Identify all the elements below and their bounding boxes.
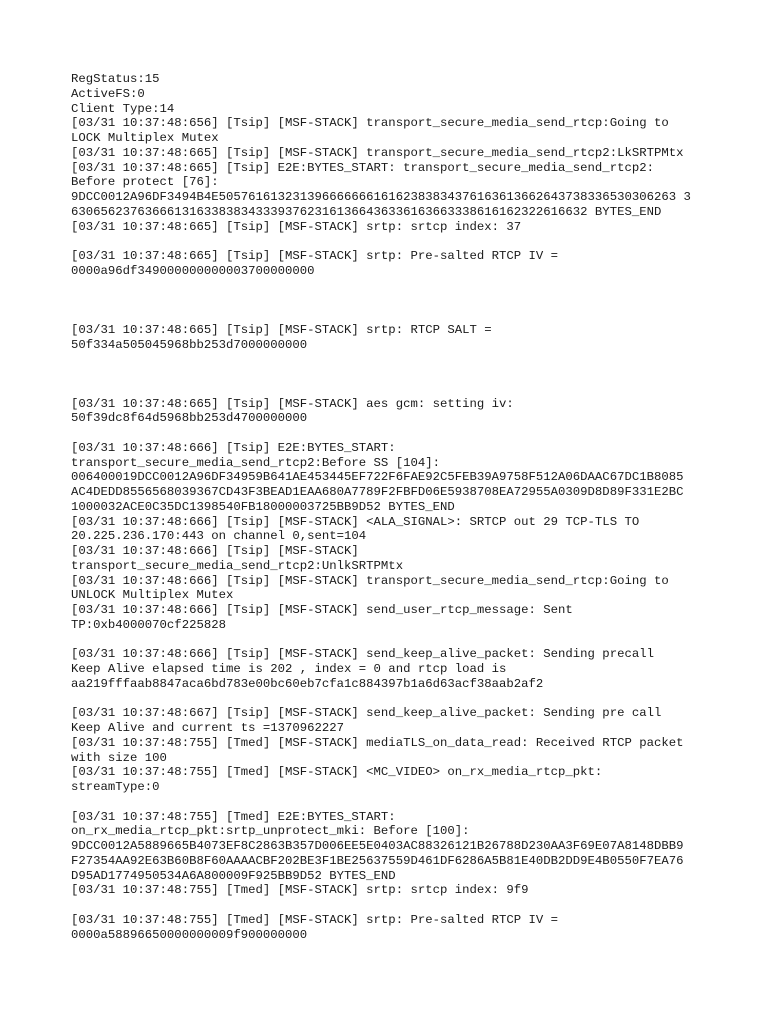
log-line: Keep Alive elapsed time is 202 , index = 0 and rtcp load is [71,662,507,676]
log-line: TP:0xb4000070cf225828 [71,617,226,632]
log-line: UNLOCK Multiplex Mutex [71,588,234,603]
log-line: [03/31 10:37:48:666] [Tsip] [MSF-STACK] <ALA_SIGNAL>: SRTCP out 29 TCP-TLS TO [71,514,640,529]
log-line [71,633,731,648]
log-line: on_rx_media_rtcp_pkt:srtp_unprotect_mki: Before [100]: [71,824,470,839]
log-text-block [71,72,731,942]
log-line: [03/31 10:37:48:666] [Tsip] E2E:BYTES_START: [71,440,396,455]
log-line: [03/31 10:37:48:666] [Tsip] [MSF-STACK] send_user_rtcp_message: Sent [71,603,573,617]
log-line: Client Type:14 [71,101,175,116]
log-line: [03/31 10:37:48:755] [Tmed] E2E:BYTES_START: [71,809,396,824]
log-line: [03/31 10:37:48:665] [Tsip] [MSF-STACK] aes gcm: setting iv: [71,396,514,411]
log-line: Keep Alive and current ts =1370962227 [71,721,345,735]
log-line [71,279,731,294]
log-line [71,692,731,707]
log-line: [03/31 10:37:48:666] [Tsip] [MSF-STACK] send_keep_alive_packet: Sending precall [71,647,654,662]
log-line: 1000032ACE0C35DC1398540FB18000003725BB9D52 BYTES_END [71,499,455,514]
log-line: F27354AA92E63B60B8F60AAAACBF202BE3F1BE25637559D461DF6286A5B81E40DB2DD9E4B0550F7EA76 [71,853,684,868]
log-line [71,308,731,323]
log-line: [03/31 10:37:48:665] [Tsip] [MSF-STACK] srtp: RTCP SALT = [71,322,492,337]
log-line: 6306562376366613163383834333937623161366436336163663338616162322616632 BYTES_END [71,204,662,219]
log-line: 20.225.236.170:443 on channel 0,sent=104 [71,529,367,544]
log-line: [03/31 10:37:48:665] [Tsip] [MSF-STACK] srtp: srtcp index: 37 [71,219,522,234]
log-line: RegStatus:15 [71,72,160,86]
log-line [71,293,731,308]
log-line: 0000a58896650000000009f900000000 [71,927,308,942]
log-line: [03/31 10:37:48:666] [Tsip] [MSF-STACK] [71,544,359,558]
log-line: 9DCC0012A5889665B4073EF8C2863B357D006EE5E0403AC88326121B26788D230AA3F69E07A8148DBB9 [71,839,684,853]
log-line: aa219fffaab8847aca6bd783e00bc60eb7cfa1c884397b1a6d63acf38aab2af2 [71,676,544,691]
log-line [71,382,731,397]
log-line: transport_secure_media_send_rtcp2:Before SS [104]: [71,455,440,470]
log-line: 006400019DCC0012A96DF34959B641AE453445EF722F6FAE92C5FEB39A9758F512A06DAAC67DC1B8085 [71,470,684,485]
log-line: transport_secure_media_send_rtcp2:UnlkSRTPMtx [71,558,404,573]
log-line: Before protect [76]: [71,175,219,190]
log-line: streamType:0 [71,780,160,794]
log-line: [03/31 10:37:48:665] [Tsip] [MSF-STACK] transport_secure_media_send_rtcp2:LkSRTPMtx [71,145,684,160]
log-line: AC4DEDD8556568039367CD43F3BEAD1EAA680A7789F2FBFD06E5938708EA72955A0309D8D89F331E2BC [71,485,684,499]
log-line: [03/31 10:37:48:656] [Tsip] [MSF-STACK] transport_secure_media_send_rtcp:Going to [71,116,669,131]
log-line: [03/31 10:37:48:666] [Tsip] [MSF-STACK] transport_secure_media_send_rtcp:Going to [71,573,669,588]
log-line: [03/31 10:37:48:667] [Tsip] [MSF-STACK] send_keep_alive_packet: Sending pre call [71,706,662,721]
log-line [71,795,731,810]
log-line [71,352,731,367]
log-line: LOCK Multiplex Mutex [71,131,219,145]
log-line: [03/31 10:37:48:755] [Tmed] [MSF-STACK] <MC_VIDEO> on_rx_media_rtcp_pkt: [71,765,603,780]
log-line [71,367,731,382]
log-line: [03/31 10:37:48:665] [Tsip] [MSF-STACK] srtp: Pre-salted RTCP IV = [71,249,559,263]
log-line: [03/31 10:37:48:755] [Tmed] [MSF-STACK] srtp: srtcp index: 9f9 [71,883,529,898]
log-line [71,426,731,441]
log-line: [03/31 10:37:48:755] [Tmed] [MSF-STACK] srtp: Pre-salted RTCP IV = [71,912,559,927]
log-line: 50f39dc8f64d5968bb253d4700000000 [71,411,308,426]
log-line: 9DCC0012A96DF3494B4E50576161323139666666616162383834376163613662643738336530306263 3 [71,190,691,204]
log-line: D95AD1774950534A6A800009F925BB9D52 BYTES_END [71,868,396,883]
log-line: ActiveFS:0 [71,86,145,101]
log-line [71,234,731,249]
log-line: [03/31 10:37:48:665] [Tsip] E2E:BYTES_START: transport_secure_media_send_rtcp2: [71,160,654,175]
log-line: [03/31 10:37:48:755] [Tmed] [MSF-STACK] mediaTLS_on_data_read: Received RTCP packet [71,735,684,750]
log-line: with size 100 [71,750,167,765]
log-line: 0000a96df349000000000003700000000 [71,263,315,278]
log-line: 50f334a505045968bb253d7000000000 [71,337,308,352]
log-line [71,898,731,913]
